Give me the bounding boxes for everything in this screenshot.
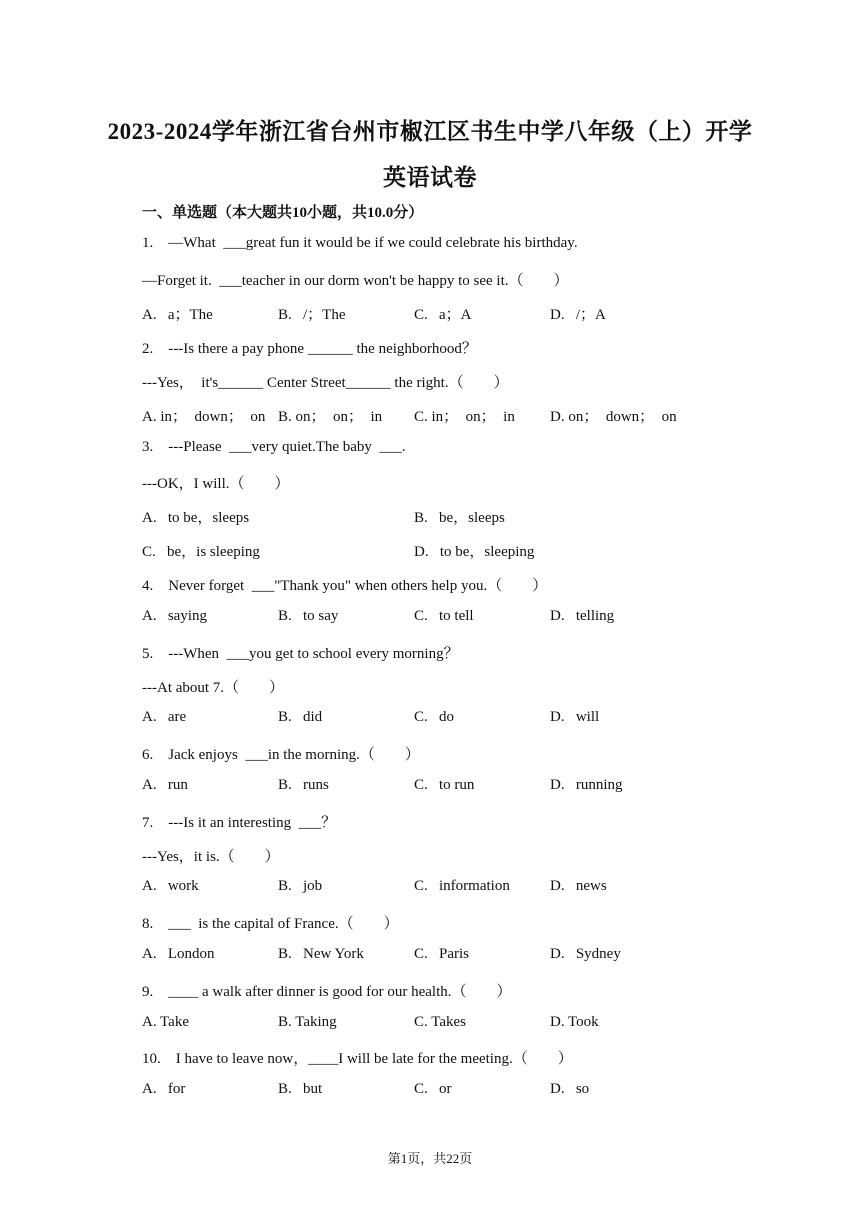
question-9-option-d: D. Took xyxy=(550,1014,599,1030)
question-7-option-c: C. information xyxy=(414,878,510,894)
page-number: 第1页，共22页 xyxy=(387,1151,473,1166)
question-4-option-a: A. saying xyxy=(142,608,207,624)
question-5-option-c: C. do xyxy=(414,709,455,725)
question-5-stem-line-2: ---At about 7.（ ） xyxy=(142,680,285,696)
question-1-stem-line-2: —Forget it. ___teacher in our dorm won't be happy to see it.（ ） xyxy=(142,273,569,289)
question-9-stem-line-1: 9. ____ a walk after dinner is good for our health.（ ） xyxy=(142,984,512,1000)
question-3-option-b: B. be，sleeps xyxy=(414,510,505,526)
question-6-option-b: B. runs xyxy=(278,777,329,793)
section-heading: 一、单选题（本大题共10小题，共10.0分） xyxy=(142,205,424,221)
question-7-stem-line-1: 7. ---Is it an interesting ___？ xyxy=(142,815,337,831)
question-5-option-d: D. will xyxy=(550,709,600,725)
question-3-stem-line-2: ---OK，I will.（ ） xyxy=(142,476,290,492)
question-7-option-b: B. job xyxy=(278,878,323,894)
exam-title-line-1: 2023-2024学年浙江省台州市椒江区书生中学八年级（上）开学 xyxy=(107,119,753,144)
question-10-stem-line-1: 10. I have to leave now，____I will be late for the meeting.（ ） xyxy=(142,1051,573,1067)
exam-title-line-2: 英语试卷 xyxy=(383,165,477,190)
question-1-option-d: D. /；A xyxy=(550,307,606,323)
question-3-option-c: C. be，is sleeping xyxy=(142,544,260,560)
question-1-option-b: B. /；The xyxy=(278,307,346,323)
question-5-option-b: B. did xyxy=(278,709,323,725)
question-10-option-b: B. but xyxy=(278,1081,323,1097)
question-6-option-d: D. running xyxy=(550,777,623,793)
question-10-option-a: A. for xyxy=(142,1081,186,1097)
question-7-option-d: D. news xyxy=(550,878,607,894)
question-2-option-d: D. on； down； on xyxy=(550,409,677,425)
question-3-option-a: A. to be，sleeps xyxy=(142,510,250,526)
question-7-stem-line-2: ---Yes，it is.（ ） xyxy=(142,849,280,865)
question-9-option-a: A. Take xyxy=(142,1014,189,1030)
question-10-option-d: D. so xyxy=(550,1081,590,1097)
question-8-stem-line-1: 8. ___ is the capital of France.（ ） xyxy=(142,916,399,932)
question-10-option-c: C. or xyxy=(414,1081,452,1097)
question-5-stem-line-1: 5. ---When ___you get to school every morning？ xyxy=(142,646,459,662)
question-6-option-a: A. run xyxy=(142,777,188,793)
question-7-option-a: A. work xyxy=(142,878,199,894)
question-5-option-a: A. are xyxy=(142,709,187,725)
question-4-stem-line-1: 4. Never forget ___"Thank you" when others help you.（ ） xyxy=(142,578,548,594)
question-1-option-a: A. a；The xyxy=(142,307,213,323)
question-3-option-d: D. to be，sleeping xyxy=(414,544,535,560)
question-1-stem-line-1: 1. —What ___great fun it would be if we could celebrate his birthday. xyxy=(142,235,578,251)
question-8-option-a: A. London xyxy=(142,946,215,962)
question-2-option-b: B. on； on； in xyxy=(278,409,383,425)
question-9-option-c: C. Takes xyxy=(414,1014,467,1030)
question-2-stem-line-1: 2. ---Is there a pay phone ______ the neighborhood？ xyxy=(142,341,477,357)
question-4-option-d: D. telling xyxy=(550,608,615,624)
question-2-option-c: C. in； on； in xyxy=(414,409,515,425)
question-2-option-a: A. in； down； on xyxy=(142,409,266,425)
question-4-option-c: C. to tell xyxy=(414,608,474,624)
question-9-option-b: B. Taking xyxy=(278,1014,337,1030)
question-6-stem-line-1: 6. Jack enjoys ___in the morning.（ ） xyxy=(142,747,420,763)
question-4-option-b: B. to say xyxy=(278,608,339,624)
question-8-option-b: B. New York xyxy=(278,946,364,962)
question-3-stem-line-1: 3. ---Please ___very quiet.The baby ___. xyxy=(142,439,406,455)
question-8-option-d: D. Sydney xyxy=(550,946,621,962)
question-6-option-c: C. to run xyxy=(414,777,475,793)
question-8-option-c: C. Paris xyxy=(414,946,470,962)
question-2-stem-line-2: ---Yes， it's______ Center Street______ the right.（ ） xyxy=(142,375,509,391)
question-1-option-c: C. a；A xyxy=(414,307,472,323)
